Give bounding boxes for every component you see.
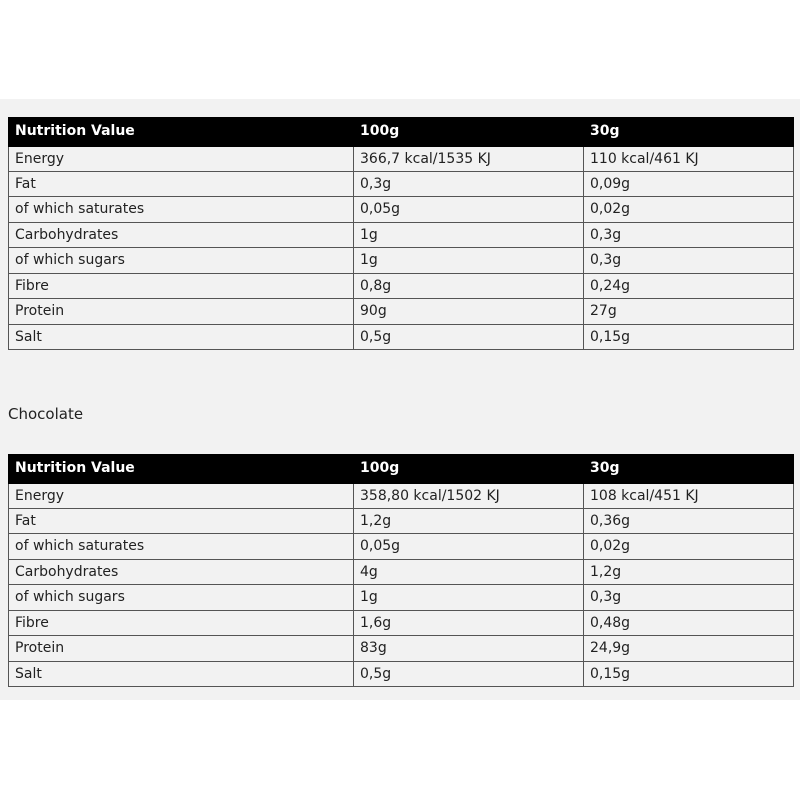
table-row (9, 610, 794, 636)
value-100g: 1g (354, 248, 584, 274)
header-nutrition-value: Nutrition Value (9, 455, 354, 483)
nutrient-name: Fibre (9, 610, 354, 636)
value-30g: 0,09g (584, 171, 794, 197)
nutrient-name: Carbohydrates (9, 559, 354, 585)
nutrient-name: Fibre (9, 273, 354, 299)
value-100g: 83g (354, 636, 584, 662)
nutrient-name: Salt (9, 661, 354, 687)
header-100g: 100g (354, 455, 584, 483)
value-100g: 4g (354, 559, 584, 585)
value-30g: 0,15g (584, 324, 794, 350)
nutrient-name: of which sugars (9, 248, 354, 274)
value-30g: 0,3g (584, 248, 794, 274)
value-30g: 27g (584, 299, 794, 325)
value-30g: 0,3g (584, 222, 794, 248)
value-100g: 90g (354, 299, 584, 325)
table-row (9, 324, 794, 350)
value-100g: 358,80 kcal/1502 KJ (354, 483, 584, 509)
table-row (9, 171, 794, 197)
header-nutrition-value: Nutrition Value (9, 118, 354, 146)
value-100g: 366,7 kcal/1535 KJ (354, 146, 584, 172)
nutrition-table-2 (8, 454, 794, 687)
value-100g: 1,6g (354, 610, 584, 636)
value-100g: 0,5g (354, 661, 584, 687)
nutrient-name: Energy (9, 483, 354, 509)
section-title-chocolate: Chocolate (8, 405, 84, 423)
table-row (9, 146, 794, 172)
nutrient-name: of which saturates (9, 534, 354, 560)
nutrient-name: Fat (9, 508, 354, 534)
value-100g: 1,2g (354, 508, 584, 534)
table-row (9, 299, 794, 325)
nutrient-name: of which sugars (9, 585, 354, 611)
table-row (9, 483, 794, 509)
nutrient-name: Fat (9, 171, 354, 197)
table-row (9, 197, 794, 223)
value-100g: 0,05g (354, 534, 584, 560)
value-30g: 24,9g (584, 636, 794, 662)
value-100g: 1g (354, 585, 584, 611)
table-row (9, 273, 794, 299)
value-30g: 0,48g (584, 610, 794, 636)
value-30g: 0,02g (584, 534, 794, 560)
header-30g: 30g (584, 118, 794, 146)
header-100g: 100g (354, 118, 584, 146)
table-row (9, 248, 794, 274)
table-row (9, 559, 794, 585)
nutrient-name: Energy (9, 146, 354, 172)
value-30g: 0,3g (584, 585, 794, 611)
table-header-row (9, 118, 794, 146)
value-100g: 0,3g (354, 171, 584, 197)
table-row (9, 508, 794, 534)
value-100g: 1g (354, 222, 584, 248)
nutrient-name: Protein (9, 636, 354, 662)
table-row (9, 661, 794, 687)
value-30g: 0,15g (584, 661, 794, 687)
value-100g: 0,05g (354, 197, 584, 223)
nutrient-name: Protein (9, 299, 354, 325)
value-30g: 0,24g (584, 273, 794, 299)
table-row (9, 222, 794, 248)
value-30g: 0,02g (584, 197, 794, 223)
value-30g: 0,36g (584, 508, 794, 534)
header-30g: 30g (584, 455, 794, 483)
table-header-row (9, 455, 794, 483)
table-row (9, 585, 794, 611)
value-100g: 0,8g (354, 273, 584, 299)
value-30g: 1,2g (584, 559, 794, 585)
value-100g: 0,5g (354, 324, 584, 350)
nutrient-name: of which saturates (9, 197, 354, 223)
nutrient-name: Salt (9, 324, 354, 350)
nutrient-name: Carbohydrates (9, 222, 354, 248)
value-30g: 110 kcal/461 KJ (584, 146, 794, 172)
table-row (9, 534, 794, 560)
value-30g: 108 kcal/451 KJ (584, 483, 794, 509)
table-row (9, 636, 794, 662)
nutrition-table-1 (8, 117, 794, 350)
